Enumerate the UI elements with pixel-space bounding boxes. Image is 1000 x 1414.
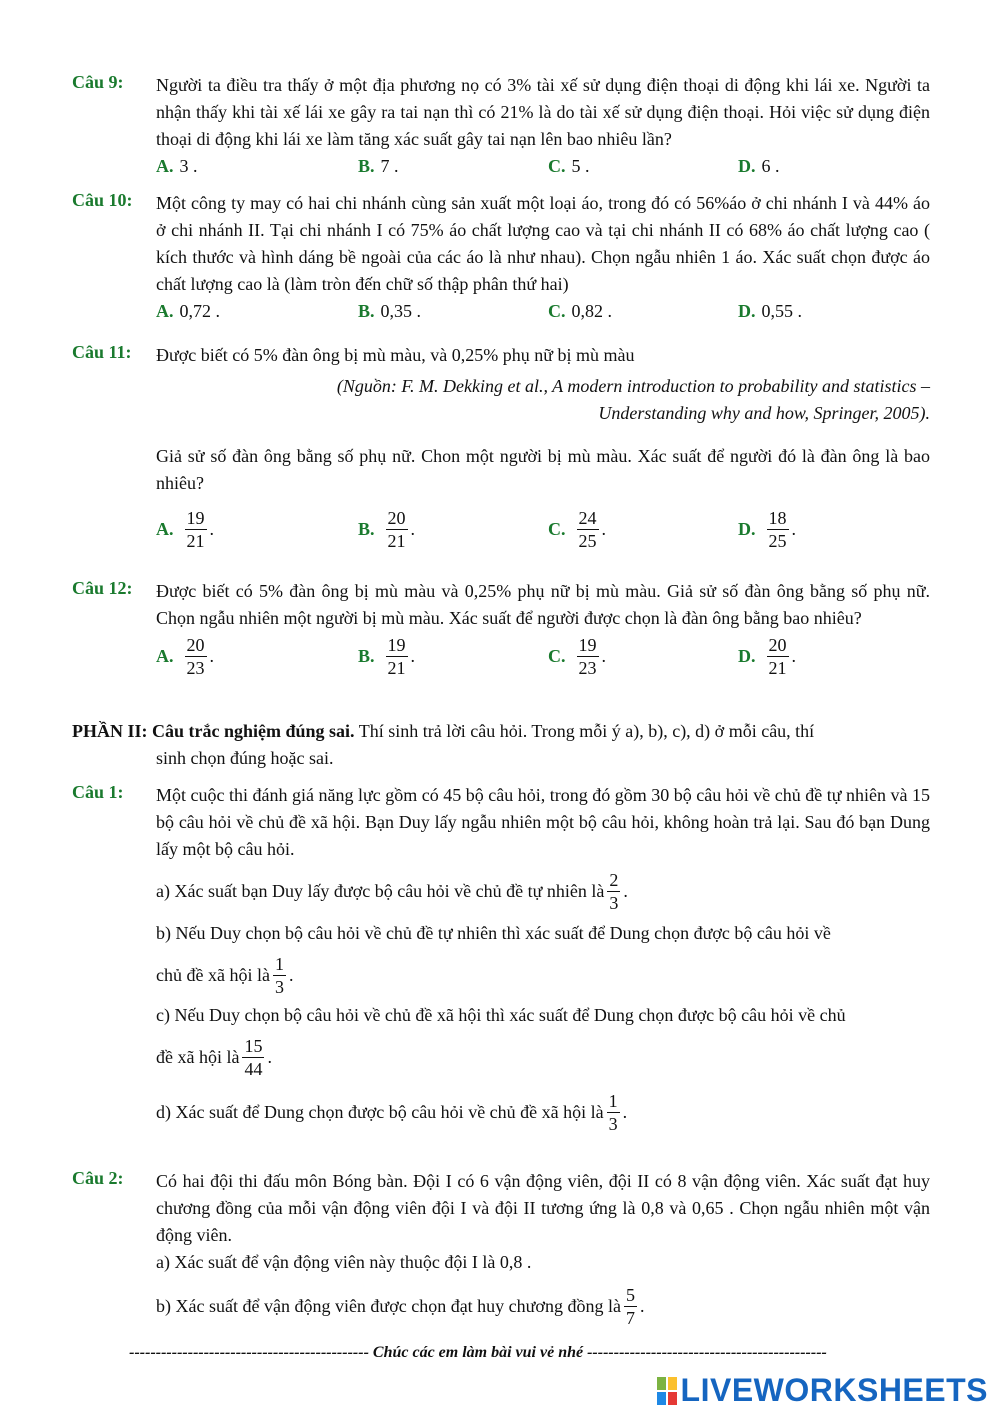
answer-options [156, 298, 930, 328]
tf-question-1 [72, 782, 930, 1135]
option-c[interactable]: C. $\frac{24}{25}$ . [548, 508, 606, 551]
answer-options [156, 634, 930, 690]
option-d[interactable]: D. $\frac{20}{21}$ . [738, 635, 796, 678]
fraction: $\frac{20}{21}$ [387, 508, 406, 551]
fraction: $\frac{5}{7}$ [625, 1285, 635, 1328]
option-b[interactable]: B. 0,35 . [358, 301, 422, 321]
question-9 [72, 72, 930, 183]
option-d[interactable]: D. 6 . [738, 156, 780, 176]
section-2-header [72, 718, 930, 772]
option-b[interactable]: B. 7 . [358, 156, 399, 176]
fraction: $\frac{1}{3}$ [608, 1091, 618, 1134]
fraction: $\frac{15}{44}$ [244, 1036, 263, 1079]
section-title: PHẦN II: Câu trắc nghiệm đúng sai. [72, 721, 355, 741]
liveworksheets-logo [657, 1372, 988, 1409]
option-a[interactable]: A. $\frac{19}{21}$ . [156, 508, 214, 551]
tf-question-2 [72, 1168, 930, 1329]
statement-c[interactable]: c) Nếu Duy chọn bộ câu hỏi về chủ đề xã hội thì xác suất để Dung chọn được bộ câu hỏi về chủ đề xã hội là $\frac{15}{44}$ . [156, 1005, 846, 1079]
question-text: Có hai đội thi đấu môn Bóng bàn. Đội I có 6 vận động viên, đội II có 8 vận động viên. Xác suất đạt huy chương đồng của mỗi vận động viên đội I và đội II tương ứng là 0,8 và 0,65 . Chọn ngẫu nhiên một vận động viên. [156, 1171, 930, 1245]
fraction: $\frac{19}{21}$ [186, 508, 205, 551]
option-b[interactable]: B. $\frac{19}{21}$ . [358, 635, 416, 678]
statement-d[interactable]: d) Xác suất để Dung chọn được bộ câu hỏi về chủ đề xã hội là $\frac{1}{3}$ . [156, 1091, 628, 1134]
question-text: Được biết có 5% đàn ông bị mù màu và 0,25% phụ nữ bị mù màu. Giả sử số đàn ông bằng số phụ nữ. Chọn ngẫu nhiên một người bị mù màu. Xác suất để người được chọn là đàn ông bằng bao nhiêu? [156, 581, 930, 628]
question-10 [72, 190, 930, 328]
statement-a[interactable]: a) Xác suất để vận động viên này thuộc đội I là 0,8 . [156, 1252, 532, 1272]
fraction: $\frac{24}{25}$ [578, 508, 597, 551]
question-text: Được biết có 5% đàn ông bị mù màu, và 0,25% phụ nữ bị mù màu [156, 345, 635, 365]
logo-text: LIVEWORKSHEETS [680, 1372, 988, 1408]
fraction: $\frac{20}{21}$ [768, 635, 787, 678]
section-description: Thí sinh trả lời câu hỏi. Trong mỗi ý a), b), c), d) ở mỗi câu, thí [354, 721, 815, 741]
fraction: $\frac{2}{3}$ [609, 870, 619, 913]
option-d[interactable]: D. 0,55 . [738, 301, 802, 321]
option-c[interactable]: C. 0,82 . [548, 301, 612, 321]
option-a[interactable]: A. 3 . [156, 156, 198, 176]
option-a[interactable]: A. $\frac{20}{23}$ . [156, 635, 214, 678]
option-c[interactable]: C. $\frac{19}{23}$ . [548, 635, 606, 678]
question-12 [72, 578, 930, 690]
statement-b[interactable]: b) Xác suất để vận động viên được chọn đạt huy chương đồng là $\frac{5}{7}$ . [156, 1285, 645, 1328]
fraction: $\frac{19}{23}$ [578, 635, 597, 678]
question-text-2: Giả sử số đàn ông bằng số phụ nữ. Chon một người bị mù màu. Xác suất để người đó là đàn ông là bao nhiêu? [156, 446, 930, 493]
question-label: Câu 9: [72, 72, 124, 92]
fraction: $\frac{20}{23}$ [186, 635, 205, 678]
question-text: Người ta điều tra thấy ở một địa phương nọ có 3% tài xế sử dụng điện thoại di động khi lái xe. Người ta nhận thấy khi tài xế lái xe gây ra tai nạn thì có 21% là do tài xế sử dụng điện thoại. Hỏi việc sử dụng điện thoại di động khi lái xe làm tăng xác suất gây tai nạn lên bao nhiêu lần? [156, 75, 930, 149]
option-c[interactable]: C. 5 . [548, 156, 590, 176]
question-label: Câu 2: [72, 1168, 124, 1188]
answer-options [156, 153, 930, 183]
question-text: Một công ty may có hai chi nhánh cùng sản xuất một loại áo, trong đó có 56%áo ở chi nhánh I và 44% áo ở chi nhánh II. Tại chi nhánh I có 75% áo chất lượng cao và tại chi nhánh II có 68% áo chất lượng cao ( kích thước và hình dáng bề ngoài của các áo là như nhau). Chọn ngẫu nhiên 1 áo. Xác suất chọn được áo chất lượng cao là (làm tròn đến chữ số thập phân thứ hai) [156, 193, 930, 294]
logo-icon [657, 1377, 677, 1405]
option-d[interactable]: D. $\frac{18}{25}$ . [738, 508, 796, 551]
option-b[interactable]: B. $\frac{20}{21}$ . [358, 508, 416, 551]
fraction: $\frac{18}{25}$ [768, 508, 787, 551]
footer-message: --------------------------------------------- Chúc các em làm bài vui vẻ nhé --------------------------------------------- [129, 1344, 827, 1361]
option-a[interactable]: A. 0,72 . [156, 301, 220, 321]
question-label: Câu 11: [72, 342, 132, 362]
answer-options [156, 507, 930, 563]
question-11 [72, 342, 930, 563]
question-label: Câu 10: [72, 190, 133, 210]
section-description-2: sinh chọn đúng hoặc sai. [156, 748, 334, 768]
question-label: Câu 12: [72, 578, 133, 598]
fraction: $\frac{1}{3}$ [274, 954, 284, 997]
statement-a[interactable]: a) Xác suất bạn Duy lấy được bộ câu hỏi về chủ đề tự nhiên là $\frac{2}{3}$ . [156, 870, 628, 913]
fraction: $\frac{19}{21}$ [387, 635, 406, 678]
source-citation: (Nguồn: F. M. Dekking et al., A modern introduction to probability and statistics – Understanding why and how, Springer, 2005). [336, 376, 930, 423]
question-text: Một cuộc thi đánh giá năng lực gồm có 45 bộ câu hỏi, trong đó gồm 30 bộ câu hỏi về chủ đề tự nhiên và 15 bộ câu hỏi về chủ đề xã hội. Bạn Duy lấy ngẫu nhiên một bộ câu hỏi, không hoàn trả lại. Sau đó bạn Dung lấy một bộ câu hỏi. [156, 785, 930, 859]
question-label: Câu 1: [72, 782, 124, 802]
statement-b[interactable]: b) Nếu Duy chọn bộ câu hỏi về chủ đề tự nhiên thì xác suất để Dung chọn được bộ câu hỏi về chủ đề xã hội là $\frac{1}{3}$ . [156, 923, 831, 997]
